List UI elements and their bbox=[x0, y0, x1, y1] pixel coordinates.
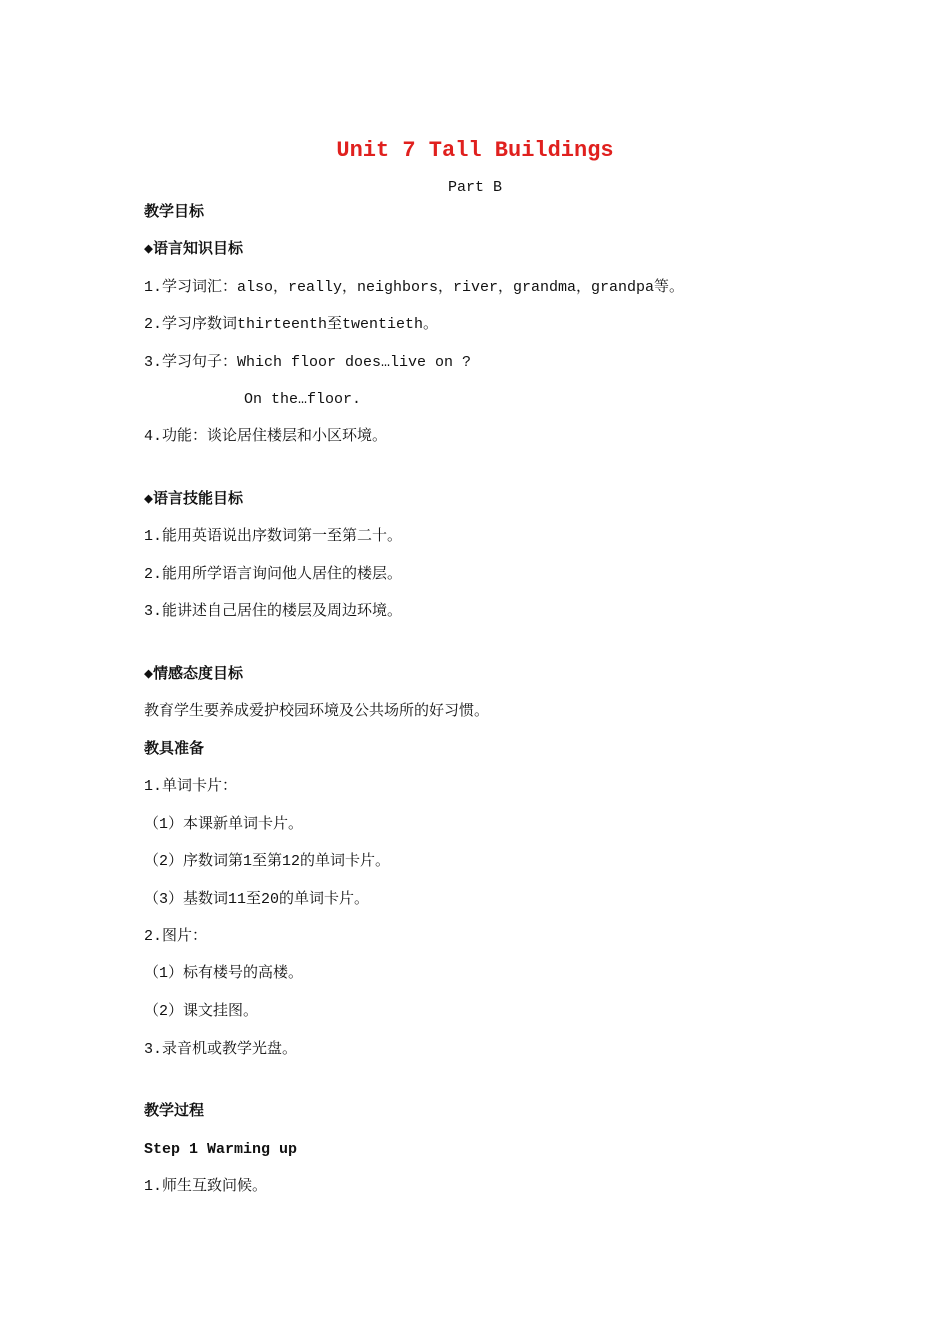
list-item: （1）本课新单词卡片。 bbox=[144, 816, 304, 833]
language-skills-heading: ◆语言技能目标 bbox=[144, 491, 244, 508]
list-item: 2.学习序数词thirteenth至twentieth。 bbox=[144, 316, 439, 333]
list-item: 1.单词卡片： bbox=[144, 778, 238, 795]
attitude-heading: ◆情感态度目标 bbox=[144, 666, 244, 683]
list-item: 3.学习句子：Which floor does…live on ? bbox=[144, 354, 472, 371]
list-item: 2.图片： bbox=[144, 928, 208, 945]
list-item: （1）标有楼号的高楼。 bbox=[144, 965, 304, 982]
attitude-text: 教育学生要养成爱护校园环境及公共场所的好习惯。 bbox=[144, 703, 490, 720]
list-item: （2）课文挂图。 bbox=[144, 1003, 259, 1020]
list-item: 4.功能：谈论居住楼层和小区环境。 bbox=[144, 428, 388, 445]
list-item: 1.学习词汇：also，really，neighbors，river，grandma，grandpa等。 bbox=[144, 279, 685, 296]
list-item: （3）基数词11至20的单词卡片。 bbox=[144, 891, 370, 908]
language-knowledge-heading: ◆语言知识目标 bbox=[144, 241, 244, 258]
document-title: Unit 7 Tall Buildings bbox=[336, 138, 614, 163]
materials-heading: 教具准备 bbox=[144, 741, 205, 758]
list-item: On the…floor. bbox=[244, 391, 362, 408]
list-item: 1.能用英语说出序数词第一至第二十。 bbox=[144, 528, 403, 545]
objectives-heading: 教学目标 bbox=[144, 204, 205, 221]
document-subtitle: Part B bbox=[447, 179, 502, 196]
list-item: 1.师生互致问候。 bbox=[144, 1178, 268, 1195]
list-item: 2.能用所学语言询问他人居住的楼层。 bbox=[144, 566, 403, 583]
list-item: 3.录音机或教学光盘。 bbox=[144, 1041, 298, 1058]
step1-heading: Step 1 Warming up bbox=[144, 1141, 298, 1158]
process-heading: 教学过程 bbox=[144, 1103, 205, 1120]
list-item: （2）序数词第1至第12的单词卡片。 bbox=[144, 853, 391, 870]
list-item: 3.能讲述自己居住的楼层及周边环境。 bbox=[144, 603, 403, 620]
